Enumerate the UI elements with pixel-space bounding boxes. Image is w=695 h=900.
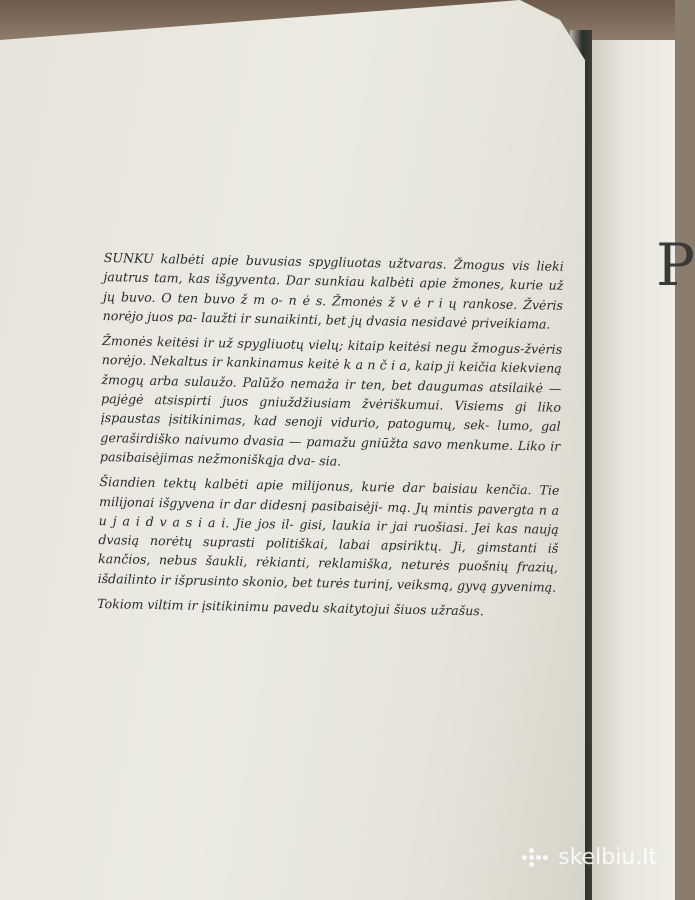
paragraph-3: Šiandien tektų kalbėti apie milijonus, kurie dar baisiau kenčia. Tie milijonai išgyvena ir dar didesnį pasibaisėji- mą. Jų mintis pavergta n a u j a i d v a s i a i. Jie jos il- gisi, laukia ir jai ruošiasi. Jei kas naują dvasią norėtų suprasti politiškai, labai apsiriktų. Ji, gimstanti iš kančios, nebus šaukli, rėkianti, reklamiška, neturės puošnių frazių, išdailinto ir išprusinto skonio, bet turės turinį, veiksmą, gyvą gyvenimą. bbox=[97, 474, 560, 595]
right-page-letter: P bbox=[656, 231, 695, 299]
paragraph-2: Žmonės keitėsi ir už spygliuotų vielų; kitaip keitėsi negu žmogus-žvėris norėjo. Nekaltus ir kankinamus keitė k a n č i a, kaip ji keičia kiekvieną žmogų arba sulaužo. Palūžo nemaža ir ten, bet daugumas atsilaikė — pajėgė atsispirti juos gniuždžiusiam žvėriškumui. Visiems gi liko įspaustas įsitikinimas, kad senoji vidurio, patogumų, sek- lumo, gal geraširdiško naivumo dvasia — pamažu gniūžta savo menkume. Liko ir pasibaisėjimas nežmoniškąja dva- sia. bbox=[99, 333, 563, 469]
watermark bbox=[522, 845, 657, 870]
paragraph-1: SUNKU kalbėti apie buvusias spygliuotas užtvaras. Žmogus vis lieki jautrus tam, kas išgyventa. Dar sunkiau kalbėti apie žmones, kurie už jų buvo. O ten buvo ž m o- n ė s. Žmonės ž v ė r i ų rankose. Žvėris norėjo juos pa- laužti ir sunaikinti, bet jų dvasia nesidavė priveikiama. bbox=[102, 249, 564, 332]
page-text bbox=[97, 248, 564, 628]
paragraph-4: Tokiom viltim ir įsitikinimu pavedu skaitytojui šiuos užrašus. bbox=[97, 595, 484, 619]
dots-logo-icon bbox=[522, 848, 550, 868]
right-page bbox=[590, 40, 675, 900]
watermark-label: skelbiu.lt bbox=[558, 845, 657, 870]
